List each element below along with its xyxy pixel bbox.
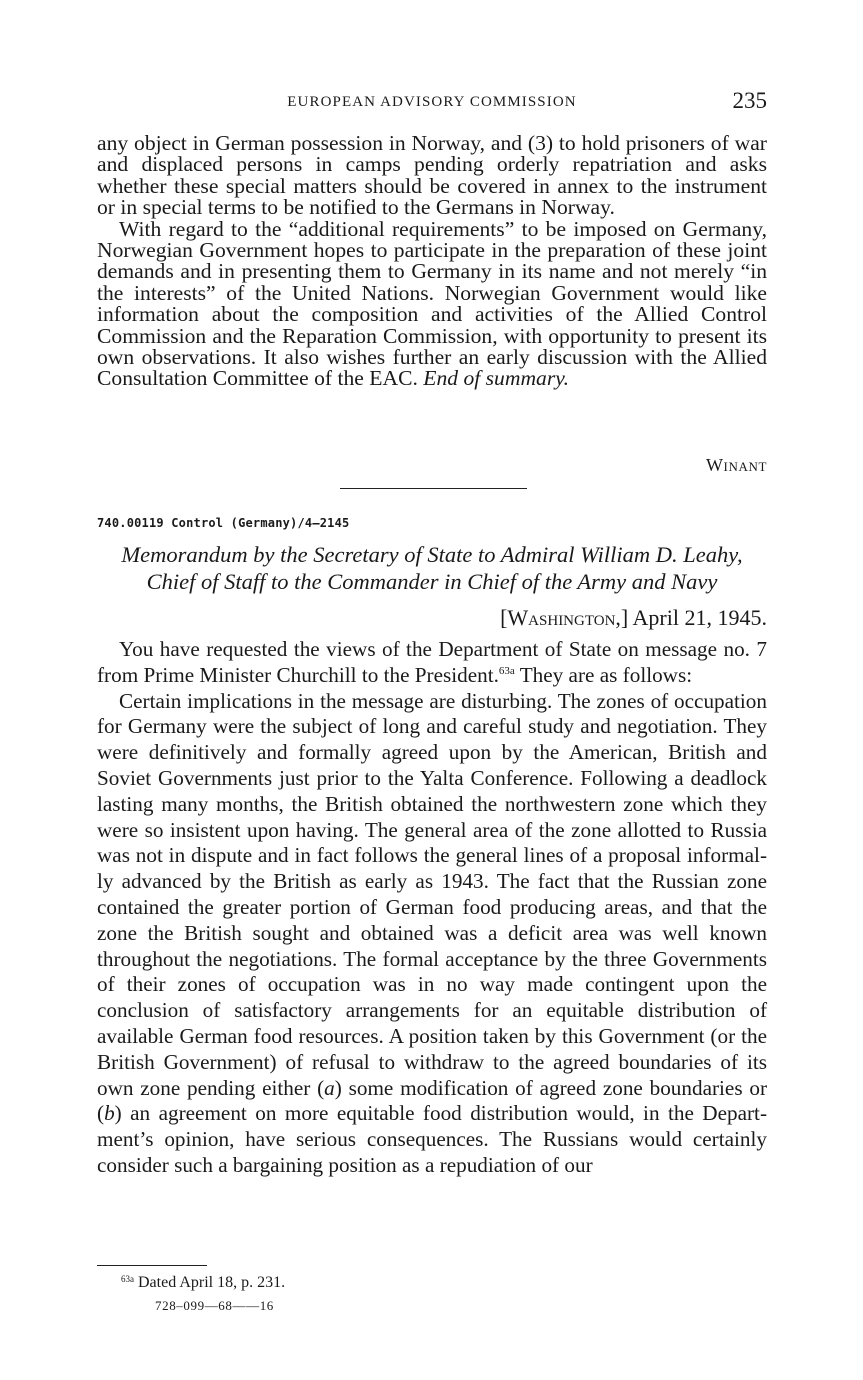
memorandum-body [97, 637, 767, 1179]
paragraph-additional-requirements [97, 216, 767, 391]
previous-document-text [97, 133, 767, 390]
footnote [121, 1274, 285, 1292]
memorandum-title-line-1: Memorandum by the Secretary of State to Admiral William D. Leahy, [121, 542, 743, 567]
footnote-text: Dated April 18, p. 231. [134, 1274, 286, 1291]
signature-winant: Winant [705, 455, 767, 475]
memorandum-title [97, 541, 767, 595]
list-letter-b: b [104, 1101, 115, 1126]
footnote-divider [97, 1265, 207, 1266]
memorandum-paragraph-1 [97, 637, 767, 689]
footnote-marker: 63a [121, 1274, 134, 1284]
continued-paragraph: any object in German possession in Norway, and (3) to hold prisoners of war and displaced persons in camps pending orderly repatriation and asks whether these special matters should be covered in annex to the instrument or in special terms to be notified to the Germans in Norway. [97, 131, 767, 220]
running-title: EUROPEAN ADVISORY COMMISSION [287, 94, 577, 110]
end-of-summary: End of summary. [423, 366, 570, 391]
running-head [97, 88, 767, 118]
paragraph-text: You have requested the views of the Department of State on message no. 7 from Prime Minister Churchill to the President. [97, 637, 767, 687]
dateline-place: [Washington,] [500, 605, 629, 630]
paragraph-text: ) an agreement on more equitable food distribution would, in the Department’s opinion, have serious consequences. The Russians would certainly consider such a bargaining position as a repudiation of our [97, 1101, 767, 1177]
page-number: 235 [732, 88, 767, 113]
memorandum-title-line-2: Chief of Staff to the Commander in Chief of the Army and Navy [146, 569, 718, 594]
dateline [500, 605, 767, 631]
file-reference: 740.00119 Control (Germany)/4–2145 [97, 516, 350, 530]
paragraph-text: ) some modification of agreed zone boundaries or ( [97, 1075, 768, 1126]
paragraph-text: They are as follows: [514, 662, 693, 687]
footnote-reference[interactable]: 63a [498, 664, 515, 677]
dateline-date: April 21, 1945. [632, 605, 767, 630]
list-letter-a: a [324, 1075, 335, 1100]
print-code: 728–099—68——16 [155, 1298, 274, 1313]
section-divider [340, 488, 527, 489]
paragraph-text: With regard to the “additional requirements” to be imposed on Germany, Norwegian Government hopes to participate in the preparation of these joint demands and in presenting them to Germany in its name and not merely “in the interests” of the United Nations. Norwegian Government would like information about the composition and activities of the Allied Control Commission and the Reparation Commission, with opportunity to present its own observations. It also wishes further an early discussion with the Allied Consultation Committee of the EAC. [97, 216, 767, 391]
paragraph-text: Certain implications in the message are disturbing. The zones of occupation for Germany were the subject of long and careful study and negotiation. They were definitively and formally agreed upon by the American, British and Soviet Governments just prior to the Yalta Conference. Following a deadlock lasting many months, the British obtained the northwestern zone which they were so insistent upon having. The general area of the zone allotted to Russia was not in dispute and in fact follows the general lines of a proposal informally advanced by the British as early as 1943. The fact that the Russian zone contained the greater portion of German food producing areas, and that the zone the British sought and obtained was a deficit area was well known throughout the negotiations. The formal acceptance by the three Governments of their zones of occupation was in no way made contingent upon the conclusion of satisfactory arrangements for an equitable distribution of available German food resources. A position taken by this Government (or the British Government) of refusal to withdraw to the agreed boundaries of its own zone pending either ( [97, 688, 767, 1100]
memorandum-paragraph-2 [97, 689, 767, 1179]
